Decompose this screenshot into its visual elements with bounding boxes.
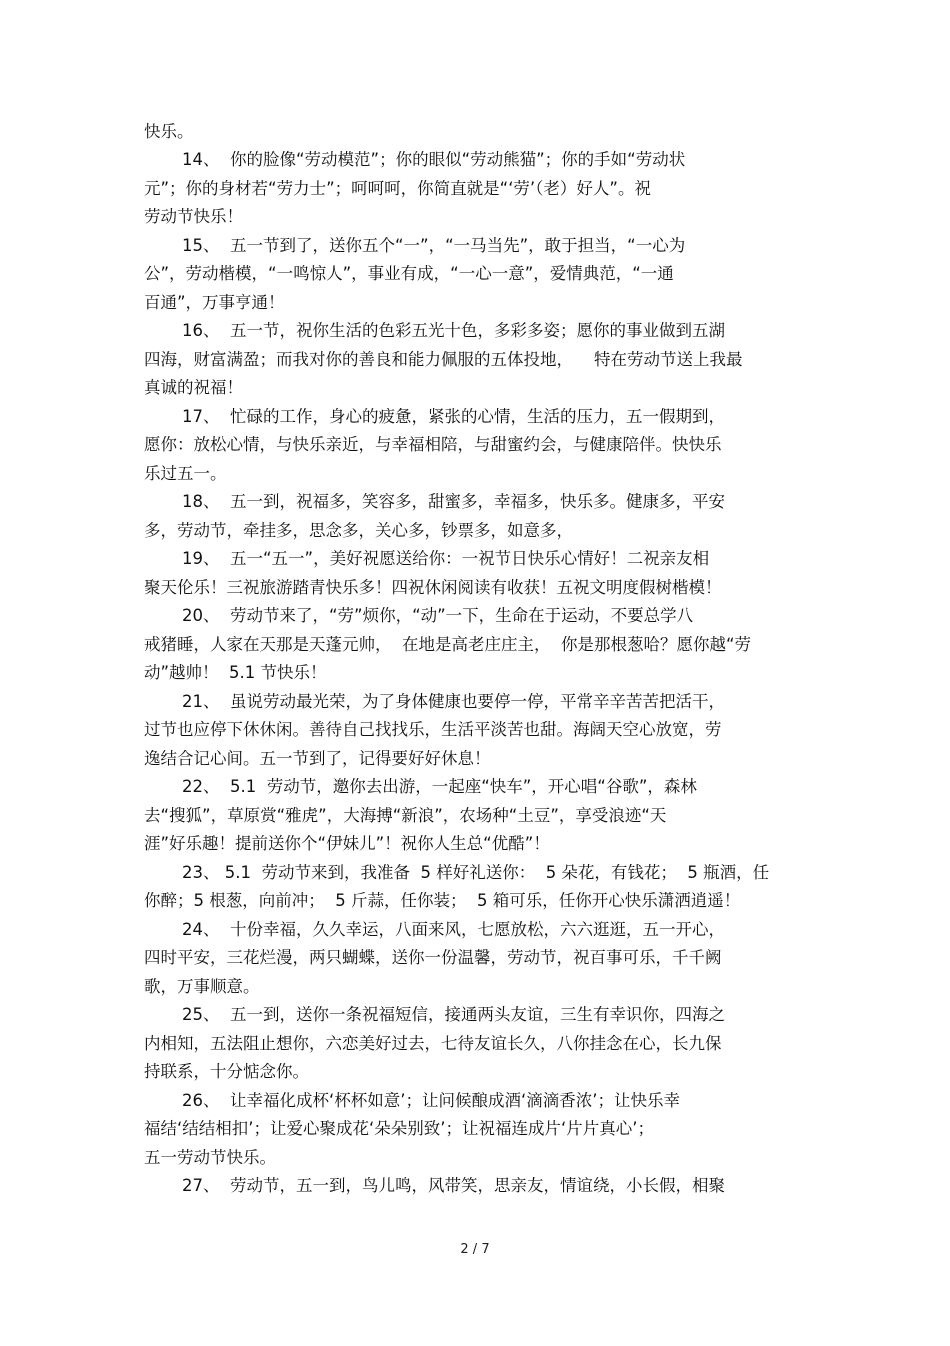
- text-line: 涯”好乐趣！提前送你个“伊妹儿”！祝你人生总“优酷”！: [144, 834, 550, 853]
- text-line: 24、 十份幸福，久久幸运，八面来风，七愿放松，六六逛逛，五一开心，: [182, 920, 725, 939]
- text-line: 歌，万事顺意。: [144, 977, 260, 996]
- text-line: 动”越帅！ 5.1 节快乐！: [144, 663, 327, 682]
- text-line: 戒猪睡，人家在天那是天蓬元帅， 在地是高老庄庄主， 你是那根葱哈？愿你越“劳: [144, 635, 752, 654]
- text-line: 内相知，五法阻止想你，六恋美好过去，七待友谊长久，八你挂念在心，长九保: [144, 1034, 722, 1053]
- text-line: 22、 5.1 劳动节，邀你去出游，一起座“快车”，开心唱“谷歌”，森林: [182, 777, 697, 796]
- text-line: 23、 5.1 劳动节来到，我准备 5 样好礼送你： 5 朵花，有钱花； 5 瓶酒，任: [182, 863, 770, 882]
- text-line: 持联系，十分惦念你。: [144, 1062, 309, 1081]
- text-line: 福结‘结结相扣’；让爱心聚成花‘朵朵别致’；让祝福连成片‘片片真心’；: [144, 1119, 654, 1138]
- text-line: 真诚的祝福！: [144, 378, 243, 397]
- text-line: 聚天伦乐！三祝旅游踏青快乐多！四祝休闲阅读有收获！五祝文明度假树楷模！: [144, 578, 722, 597]
- text-line: 四时平安，三花烂漫，两只蝴蝶，送你一份温馨，劳动节，祝百事可乐，千千阙: [144, 948, 722, 967]
- text-line: 26、 让幸福化成杯‘杯杯如意’；让问候酿成酒‘滴滴香浓’；让快乐幸: [182, 1091, 680, 1110]
- text-line: 五一劳动节快乐。: [144, 1148, 276, 1167]
- text-line: 16、 五一节，祝你生活的色彩五光十色，多彩多姿；愿你的事业做到五湖: [182, 321, 725, 340]
- text-line: 元”；你的身材若“劳力士”；呵呵呵，你简直就是“‘劳’（老）好人”。祝: [144, 179, 651, 198]
- text-line: 去“搜狐”，草原赏“雅虎”，大海搏“新浪”，农场种“土豆”，享受浪迹“天: [144, 806, 667, 825]
- text-line: 27、 劳动节，五一到，鸟儿鸣，风带笑，思亲友，情谊绕，小长假，相聚: [182, 1176, 725, 1195]
- page-number: 2 / 7: [460, 1242, 490, 1257]
- text-line: 19、 五一“五一”，美好祝愿送给你：一祝节日快乐心情好！二祝亲友相: [182, 549, 710, 568]
- text-line: 你醉；5 根葱，向前冲； 5 斤蒜，任你装； 5 箱可乐，任你开心快乐潇洒逍遥！: [144, 891, 741, 910]
- text-line: 乐过五一。: [144, 464, 227, 483]
- text-line: 四海，财富满盈；而我对你的善良和能力佩服的五体投地， 特在劳动节送上我最: [144, 350, 743, 369]
- text-line: 愿你：放松心情，与快乐亲近，与幸福相陪，与甜蜜约会，与健康陪伴。快快乐: [144, 435, 722, 454]
- text-line: 15、 五一节到了，送你五个“一”，“一马当先”，敢于担当，“一心为: [182, 236, 686, 255]
- text-line: 多，劳动节，牵挂多，思念多，关心多，钞票多，如意多，: [144, 521, 573, 540]
- text-line: 18、 五一到，祝福多，笑容多，甜蜜多，幸福多，快乐多。健康多，平安: [182, 492, 725, 511]
- text-line: 17、 忙碌的工作，身心的疲惫，紧张的心情，生活的压力，五一假期到，: [182, 407, 725, 426]
- text-line: 公”，劳动楷模，“一鸣惊人”，事业有成，“一心一意”，爱情典范，“一通: [144, 264, 674, 283]
- text-line: 21、 虽说劳动最光荣，为了身体健康也要停一停，平常辛辛苦苦把活干，: [182, 692, 725, 711]
- text-line: 逸结合记心间。五一节到了，记得要好好休息！: [144, 749, 491, 768]
- text-line: 百通”，万事亨通！: [144, 293, 285, 312]
- text-line: 25、 五一到，送你一条祝福短信，接通两头友谊，三生有幸识你，四海之: [182, 1005, 725, 1024]
- text-line: 20、 劳动节来了，“劳”烦你，“动”一下，生命在于运动，不要总学八: [182, 606, 694, 625]
- text-line: 14、 你的脸像“劳动模范”；你的眼似“劳动熊猫”；你的手如“劳动状: [182, 150, 686, 169]
- text-line: 过节也应停下休休闲。善待自己找找乐，生活平淡苦也甜。海阔天空心放宽，劳: [144, 720, 722, 739]
- text-line: 快乐。: [144, 122, 194, 141]
- text-line: 劳动节快乐！: [144, 207, 243, 226]
